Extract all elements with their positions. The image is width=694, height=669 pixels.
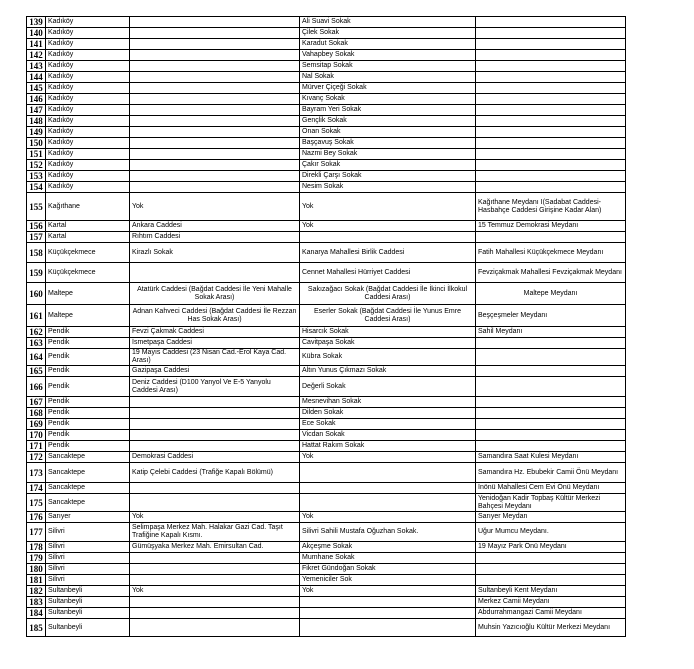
street-cell	[130, 397, 300, 408]
square-cell: 15 Temmuz Demokrasi Meydanı	[476, 221, 626, 232]
row-number: 141	[27, 39, 46, 50]
table-row	[27, 608, 626, 619]
square-cell	[476, 17, 626, 28]
district-cell: Sancaktepe	[46, 483, 130, 494]
street-cell-2	[300, 232, 476, 243]
street-cell: Katip Çelebi Caddesi (Trafiğe Kapalı Bölümü)	[130, 463, 300, 483]
street-cell-2: Hisarcık Sokak	[300, 327, 476, 338]
row-number: 180	[27, 564, 46, 575]
square-cell	[476, 419, 626, 430]
table-row	[27, 542, 626, 553]
row-number: 170	[27, 430, 46, 441]
table-row	[27, 105, 626, 116]
street-cell-2: Kanarya Mahallesi Birlik Caddesi	[300, 243, 476, 263]
street-cell-2: Yok	[300, 452, 476, 463]
row-number: 183	[27, 597, 46, 608]
street-cell-2: Bayram Yeri Sokak	[300, 105, 476, 116]
street-cell-2	[300, 619, 476, 637]
square-cell: Maltepe Meydanı	[476, 283, 626, 305]
row-number: 153	[27, 171, 46, 182]
square-cell	[476, 94, 626, 105]
row-number: 165	[27, 366, 46, 377]
district-cell: Sancaktepe	[46, 463, 130, 483]
district-cell: Maltepe	[46, 305, 130, 327]
street-cell-2	[300, 463, 476, 483]
square-cell	[476, 182, 626, 193]
street-cell	[130, 263, 300, 283]
district-cell: Silivri	[46, 523, 130, 542]
row-number: 157	[27, 232, 46, 243]
district-cell: Kadıköy	[46, 171, 130, 182]
street-cell: Yok	[130, 193, 300, 221]
district-cell: Sarıyer	[46, 512, 130, 523]
row-number: 161	[27, 305, 46, 327]
street-cell	[130, 419, 300, 430]
street-cell-2: Altın Yunus Çıkmazı Sokak	[300, 366, 476, 377]
street-cell-2: Semsitap Sokak	[300, 61, 476, 72]
street-cell: Gazipaşa Caddesi	[130, 366, 300, 377]
street-cell	[130, 619, 300, 637]
district-cell: Kadıköy	[46, 149, 130, 160]
street-cell-2: Cavitpaşa Sokak	[300, 338, 476, 349]
row-number: 143	[27, 61, 46, 72]
street-cell-2: Nal Sokak	[300, 72, 476, 83]
street-cell	[130, 94, 300, 105]
street-cell	[130, 608, 300, 619]
table-row	[27, 523, 626, 542]
row-number: 152	[27, 160, 46, 171]
row-number: 159	[27, 263, 46, 283]
row-number: 139	[27, 17, 46, 28]
row-number: 150	[27, 138, 46, 149]
street-cell-2: Ali Suavi Sokak	[300, 17, 476, 28]
table-row	[27, 28, 626, 39]
street-cell: 19 Mayıs Caddesi (23 Nisan Cad.-Erol Kaya Cad. Arası)	[130, 349, 300, 366]
table-row	[27, 193, 626, 221]
district-cell: Kadıköy	[46, 83, 130, 94]
district-cell: Silivri	[46, 575, 130, 586]
table-row	[27, 305, 626, 327]
district-cell: Kadıköy	[46, 72, 130, 83]
square-cell	[476, 160, 626, 171]
street-cell	[130, 160, 300, 171]
table-row	[27, 138, 626, 149]
street-cell-2: Mumhane Sokak	[300, 553, 476, 564]
table-row	[27, 127, 626, 138]
row-number: 156	[27, 221, 46, 232]
street-cell	[130, 494, 300, 512]
table-row	[27, 452, 626, 463]
square-cell: Fatih Mahallesi Küçükçekmece Meydanı	[476, 243, 626, 263]
street-cell-2: Ece Sokak	[300, 419, 476, 430]
street-cell	[130, 483, 300, 494]
street-cell-2: Vahapbey Sokak	[300, 50, 476, 61]
street-cell	[130, 441, 300, 452]
square-cell	[476, 575, 626, 586]
square-cell	[476, 349, 626, 366]
street-cell: Rıhtım Caddesi	[130, 232, 300, 243]
row-number: 146	[27, 94, 46, 105]
street-cell-2: Silivri Sahili Mustafa Oğuzhan Sokak.	[300, 523, 476, 542]
district-cell: Silivri	[46, 553, 130, 564]
row-number: 177	[27, 523, 46, 542]
street-cell-2: Onan Sokak	[300, 127, 476, 138]
row-number: 179	[27, 553, 46, 564]
square-cell: Muhsin Yazıcıoğlu Kültür Merkezi Meydanı	[476, 619, 626, 637]
district-cell: Küçükçekmece	[46, 243, 130, 263]
square-cell	[476, 397, 626, 408]
table-row	[27, 397, 626, 408]
row-number: 182	[27, 586, 46, 597]
street-cell-2: Yok	[300, 193, 476, 221]
street-cell-2: Sakızağacı Sokak (Bağdat Caddesi İle İkinci İlkokul Caddesi Arası)	[300, 283, 476, 305]
street-cell-2: Başçavuş Sokak	[300, 138, 476, 149]
row-number: 145	[27, 83, 46, 94]
street-cell-2: Direkli Çarşı Sokak	[300, 171, 476, 182]
street-cell-2	[300, 597, 476, 608]
table-row	[27, 232, 626, 243]
row-number: 163	[27, 338, 46, 349]
street-cell-2: Yemeniciler Sok	[300, 575, 476, 586]
row-number: 172	[27, 452, 46, 463]
street-cell-2: Kübra Sokak	[300, 349, 476, 366]
street-cell	[130, 83, 300, 94]
square-cell	[476, 105, 626, 116]
square-cell	[476, 338, 626, 349]
street-cell: Deniz Caddesi (D100 Yanyol Ve E-5 Yanyolu Caddesi Arası)	[130, 377, 300, 397]
table-row	[27, 597, 626, 608]
square-cell	[476, 39, 626, 50]
table-row	[27, 430, 626, 441]
table-row	[27, 39, 626, 50]
table-row	[27, 564, 626, 575]
row-number: 175	[27, 494, 46, 512]
square-cell: Samandıra Saat Kulesi Meydanı	[476, 452, 626, 463]
table-row	[27, 171, 626, 182]
table-row	[27, 61, 626, 72]
street-cell-2: Kıvanç Sokak	[300, 94, 476, 105]
square-cell	[476, 72, 626, 83]
district-cell: Pendik	[46, 397, 130, 408]
square-cell: 19 Mayız Park Önü Meydanı	[476, 542, 626, 553]
table-row	[27, 366, 626, 377]
table-row	[27, 50, 626, 61]
table-row	[27, 377, 626, 397]
square-cell	[476, 441, 626, 452]
table-row	[27, 17, 626, 28]
streets-table	[26, 16, 626, 637]
district-cell: Kadıköy	[46, 127, 130, 138]
row-number: 154	[27, 182, 46, 193]
street-cell	[130, 182, 300, 193]
district-cell: Kadıköy	[46, 50, 130, 61]
street-cell	[130, 28, 300, 39]
district-cell: Kadıköy	[46, 39, 130, 50]
street-cell-2: Çakır Sokak	[300, 160, 476, 171]
square-cell: Samandıra Hz. Ebubekir Camii Önü Meydanı	[476, 463, 626, 483]
street-cell-2: Akçeşme Sokak	[300, 542, 476, 553]
street-cell	[130, 105, 300, 116]
district-cell: Pendik	[46, 377, 130, 397]
district-cell: Küçükçekmece	[46, 263, 130, 283]
district-cell: Pendik	[46, 327, 130, 338]
street-cell: Selimpaşa Merkez Mah. Halakar Gazi Cad. Taşıt Trafiğine Kapalı Kısmı.	[130, 523, 300, 542]
square-cell: Sultanbeyli Kent Meydanı	[476, 586, 626, 597]
table-row	[27, 283, 626, 305]
table-row	[27, 512, 626, 523]
street-cell-2	[300, 494, 476, 512]
district-cell: Kadıköy	[46, 61, 130, 72]
street-cell-2: Yok	[300, 586, 476, 597]
table-row	[27, 553, 626, 564]
square-cell: Uğur Mumcu Meydanı.	[476, 523, 626, 542]
square-cell	[476, 553, 626, 564]
square-cell: Abdurrahmangazi Camii Meydanı	[476, 608, 626, 619]
table-body	[27, 17, 626, 637]
street-cell-2: Değerli Sokak	[300, 377, 476, 397]
row-number: 167	[27, 397, 46, 408]
square-cell	[476, 138, 626, 149]
table-row	[27, 83, 626, 94]
street-cell	[130, 430, 300, 441]
table-row	[27, 483, 626, 494]
street-cell	[130, 171, 300, 182]
row-number: 160	[27, 283, 46, 305]
district-cell: Kadıköy	[46, 28, 130, 39]
street-cell-2: Mürver Çiçeği Sokak	[300, 83, 476, 94]
district-cell: Kadıköy	[46, 105, 130, 116]
row-number: 171	[27, 441, 46, 452]
street-cell	[130, 138, 300, 149]
row-number: 184	[27, 608, 46, 619]
street-cell-2: Cennet Mahallesi Hürriyet Caddesi	[300, 263, 476, 283]
square-cell: Sarıyer Meydan	[476, 512, 626, 523]
street-cell	[130, 127, 300, 138]
table-row	[27, 408, 626, 419]
square-cell	[476, 232, 626, 243]
row-number: 178	[27, 542, 46, 553]
square-cell	[476, 408, 626, 419]
square-cell	[476, 149, 626, 160]
row-number: 151	[27, 149, 46, 160]
district-cell: Pendik	[46, 408, 130, 419]
street-cell-2: Vicdan Sokak	[300, 430, 476, 441]
district-cell: Pendik	[46, 366, 130, 377]
square-cell	[476, 366, 626, 377]
street-cell: Atatürk Caddesi (Bağdat Caddesi İle Yeni Mahalle Sokak Arası)	[130, 283, 300, 305]
district-cell: Kartal	[46, 221, 130, 232]
square-cell: Fevziçakmak Mahallesi Fevziçakmak Meydanı	[476, 263, 626, 283]
table-row	[27, 575, 626, 586]
district-cell: Pendik	[46, 441, 130, 452]
district-cell: Silivri	[46, 542, 130, 553]
district-cell: Kadıköy	[46, 182, 130, 193]
street-cell	[130, 575, 300, 586]
street-cell	[130, 72, 300, 83]
row-number: 148	[27, 116, 46, 127]
row-number: 149	[27, 127, 46, 138]
district-cell: Kadıköy	[46, 94, 130, 105]
street-cell	[130, 564, 300, 575]
square-cell	[476, 377, 626, 397]
street-cell-2: Hattat Rakım Sokak	[300, 441, 476, 452]
street-cell-2: Dilden Sokak	[300, 408, 476, 419]
district-cell: Kartal	[46, 232, 130, 243]
row-number: 169	[27, 419, 46, 430]
row-number: 140	[27, 28, 46, 39]
street-cell: Demokrasi Caddesi	[130, 452, 300, 463]
table-row	[27, 586, 626, 597]
square-cell	[476, 61, 626, 72]
street-cell: Gümüşyaka Merkez Mah. Emirsultan Cad.	[130, 542, 300, 553]
table-row	[27, 72, 626, 83]
table-row	[27, 160, 626, 171]
district-cell: Pendik	[46, 430, 130, 441]
row-number: 176	[27, 512, 46, 523]
street-cell	[130, 597, 300, 608]
table-row	[27, 619, 626, 637]
row-number: 185	[27, 619, 46, 637]
street-cell: Adnan Kahveci Caddesi (Bağdat Caddesi İle Rezzan Has Sokak Arası)	[130, 305, 300, 327]
square-cell: Kağıthane Meydanı I(Sadabat Caddesi-Hasbahçe Caddesi Girişine Kadar Alan)	[476, 193, 626, 221]
square-cell: Merkez Camii Meydanı	[476, 597, 626, 608]
street-cell	[130, 61, 300, 72]
street-cell	[130, 116, 300, 127]
table-row	[27, 441, 626, 452]
square-cell: Yenidoğan Kadir Topbaş Kültür Merkezi Bahçesi Meydanı	[476, 494, 626, 512]
district-cell: Kadıköy	[46, 138, 130, 149]
row-number: 155	[27, 193, 46, 221]
street-cell: Kirazlı Sokak	[130, 243, 300, 263]
street-cell	[130, 50, 300, 61]
street-cell	[130, 408, 300, 419]
district-cell: Maltepe	[46, 283, 130, 305]
street-cell-2: Yok	[300, 512, 476, 523]
district-cell: Pendik	[46, 349, 130, 366]
square-cell	[476, 50, 626, 61]
row-number: 164	[27, 349, 46, 366]
table-row	[27, 243, 626, 263]
street-cell: Ankara Caddesi	[130, 221, 300, 232]
district-cell: Sancaktepe	[46, 452, 130, 463]
street-cell-2: Yok	[300, 221, 476, 232]
street-cell	[130, 17, 300, 28]
table-row	[27, 263, 626, 283]
square-cell: Beşçeşmeler Meydanı	[476, 305, 626, 327]
street-cell-2: Gençlik Sokak	[300, 116, 476, 127]
table-row	[27, 182, 626, 193]
district-cell: Kağıthane	[46, 193, 130, 221]
row-number: 162	[27, 327, 46, 338]
street-cell-2: Nesim Sokak	[300, 182, 476, 193]
square-cell	[476, 127, 626, 138]
table-row	[27, 338, 626, 349]
district-cell: Sultanbeyli	[46, 597, 130, 608]
table-row	[27, 94, 626, 105]
table-row	[27, 419, 626, 430]
district-cell: Pendik	[46, 338, 130, 349]
square-cell	[476, 116, 626, 127]
district-cell: Sultanbeyli	[46, 619, 130, 637]
row-number: 147	[27, 105, 46, 116]
district-cell: Silivri	[46, 564, 130, 575]
street-cell: Yok	[130, 512, 300, 523]
table-row	[27, 494, 626, 512]
street-cell: Yok	[130, 586, 300, 597]
square-cell	[476, 171, 626, 182]
district-cell: Kadıköy	[46, 17, 130, 28]
square-cell	[476, 564, 626, 575]
street-cell-2: Karadut Sokak	[300, 39, 476, 50]
district-cell: Kadıköy	[46, 116, 130, 127]
square-cell	[476, 430, 626, 441]
table-row	[27, 327, 626, 338]
street-cell-2	[300, 483, 476, 494]
street-cell-2: Nazmi Bey Sokak	[300, 149, 476, 160]
street-cell: Fevzi Çakmak Caddesi	[130, 327, 300, 338]
table-row	[27, 463, 626, 483]
district-cell: Sancaktepe	[46, 494, 130, 512]
district-cell: Pendik	[46, 419, 130, 430]
street-cell-2: Eserler Sokak (Bağdat Caddesi İle Yunus Emre Caddesi Arası)	[300, 305, 476, 327]
table-row	[27, 221, 626, 232]
table-row	[27, 149, 626, 160]
street-cell-2: Mesnevihan Sokak	[300, 397, 476, 408]
row-number: 168	[27, 408, 46, 419]
square-cell	[476, 83, 626, 94]
table-row	[27, 349, 626, 366]
row-number: 144	[27, 72, 46, 83]
street-cell-2: Çilek Sokak	[300, 28, 476, 39]
square-cell	[476, 28, 626, 39]
row-number: 173	[27, 463, 46, 483]
table-row	[27, 116, 626, 127]
street-cell-2: Fikret Gündoğan Sokak	[300, 564, 476, 575]
district-cell: Kadıköy	[46, 160, 130, 171]
street-cell: İsmetpaşa Caddesi	[130, 338, 300, 349]
row-number: 158	[27, 243, 46, 263]
district-cell: Sultanbeyli	[46, 586, 130, 597]
square-cell: Sahil Meydanı	[476, 327, 626, 338]
row-number: 181	[27, 575, 46, 586]
street-cell	[130, 149, 300, 160]
street-cell-2	[300, 608, 476, 619]
row-number: 166	[27, 377, 46, 397]
district-cell: Sultanbeyli	[46, 608, 130, 619]
street-cell	[130, 553, 300, 564]
row-number: 142	[27, 50, 46, 61]
row-number: 174	[27, 483, 46, 494]
square-cell: İnönü Mahallesi Cem Evi Önü Meydanı	[476, 483, 626, 494]
street-cell	[130, 39, 300, 50]
